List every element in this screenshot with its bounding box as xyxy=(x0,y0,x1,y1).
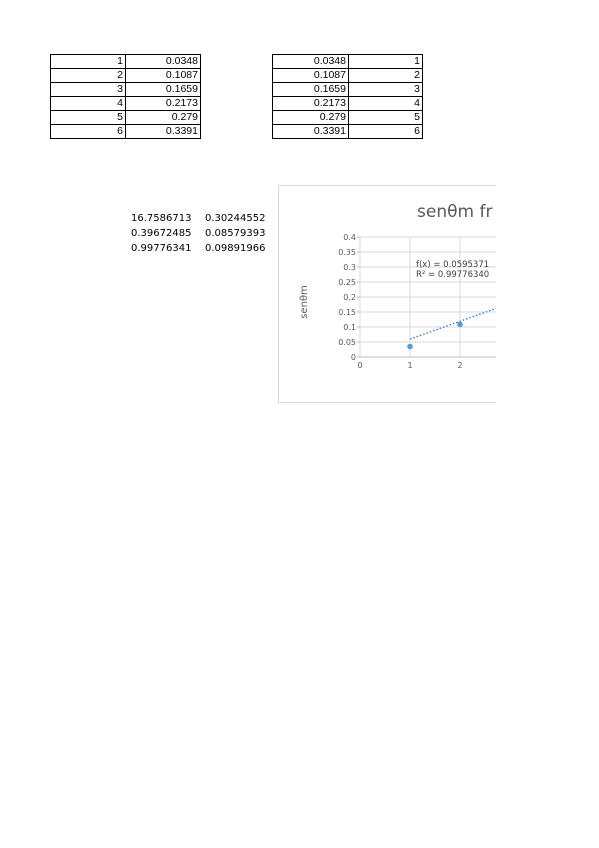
stats-row xyxy=(131,211,279,226)
table-right-cell[interactable]: 3 xyxy=(349,83,423,97)
stats-row xyxy=(131,226,279,241)
chart-grid xyxy=(360,237,496,357)
y-tick-label: 0.15 xyxy=(338,308,356,317)
table-right-row xyxy=(273,55,423,69)
table-right-cell[interactable]: 5 xyxy=(349,111,423,125)
data-point[interactable] xyxy=(407,344,413,350)
chart-title: senθm fr xyxy=(417,202,493,222)
table-left-cell[interactable]: 1 xyxy=(51,55,126,69)
chart-axes xyxy=(338,233,496,370)
table-right-row xyxy=(273,97,423,111)
table-left-row xyxy=(51,111,201,125)
table-right-row xyxy=(273,69,423,83)
table-left-cell[interactable]: 0.1087 xyxy=(126,69,201,83)
table-left-cell[interactable]: 0.279 xyxy=(126,111,201,125)
table-right-cell[interactable]: 2 xyxy=(349,69,423,83)
table-left-cell[interactable]: 0.1659 xyxy=(126,83,201,97)
data-table-right xyxy=(272,54,423,139)
stats-value[interactable]: 0.08579393 xyxy=(205,228,266,239)
table-left-cell[interactable]: 2 xyxy=(51,69,126,83)
table-left-cell[interactable]: 4 xyxy=(51,97,126,111)
x-tick-label: 2 xyxy=(457,361,463,370)
table-left-cell[interactable]: 5 xyxy=(51,111,126,125)
x-tick-label: 0 xyxy=(357,361,363,370)
table-left-row xyxy=(51,97,201,111)
table-right-cell[interactable]: 0.0348 xyxy=(273,55,349,69)
x-tick-label: 1 xyxy=(407,361,413,370)
data-table-left xyxy=(50,54,201,139)
scatter-chart xyxy=(279,186,496,403)
y-tick-label: 0.25 xyxy=(338,278,356,287)
y-tick-label: 0 xyxy=(350,353,356,362)
table-right-row xyxy=(273,83,423,97)
table-left-row xyxy=(51,125,201,139)
table-left-row xyxy=(51,83,201,97)
table-right-cell[interactable]: 0.3391 xyxy=(273,125,349,139)
table-left-row xyxy=(51,69,201,83)
stats-value[interactable]: 0.99776341 xyxy=(131,243,192,254)
table-right-cell[interactable]: 0.279 xyxy=(273,111,349,125)
y-tick-label: 0.4 xyxy=(343,233,356,242)
table-right-cell[interactable]: 0.2173 xyxy=(273,97,349,111)
stats-row xyxy=(131,241,279,256)
chart-frame[interactable] xyxy=(278,185,496,403)
table-right-cell[interactable]: 1 xyxy=(349,55,423,69)
stats-value[interactable]: 0.30244552 xyxy=(205,213,266,224)
table-left-cell[interactable]: 0.2173 xyxy=(126,97,201,111)
y-tick-label: 0.1 xyxy=(343,323,356,332)
table-left-row xyxy=(51,55,201,69)
y-tick-label: 0.2 xyxy=(343,293,356,302)
stats-value[interactable]: 0.09891966 xyxy=(205,243,266,254)
y-tick-label: 0.35 xyxy=(338,248,356,257)
table-right-cell[interactable]: 0.1659 xyxy=(273,83,349,97)
regression-stats xyxy=(131,211,279,256)
chart-ylabel: senθm xyxy=(299,285,310,319)
stats-value[interactable]: 16.7586713 xyxy=(131,213,192,224)
table-right-row xyxy=(273,111,423,125)
stats-value[interactable]: 0.39672485 xyxy=(131,228,192,239)
table-right-cell[interactable]: 6 xyxy=(349,125,423,139)
data-point[interactable] xyxy=(457,322,463,328)
y-tick-label: 0.3 xyxy=(343,263,356,272)
table-left-cell[interactable]: 6 xyxy=(51,125,126,139)
table-right-row xyxy=(273,125,423,139)
trendline-r-squared: R² = 0.99776340 xyxy=(416,270,490,280)
table-left-cell[interactable]: 0.0348 xyxy=(126,55,201,69)
y-tick-label: 0.05 xyxy=(338,338,356,347)
table-right-cell[interactable]: 0.1087 xyxy=(273,69,349,83)
trendline-equation: f(x) = 0.0595371 xyxy=(416,260,490,270)
table-left-cell[interactable]: 3 xyxy=(51,83,126,97)
table-left-cell[interactable]: 0.3391 xyxy=(126,125,201,139)
table-right-cell[interactable]: 4 xyxy=(349,97,423,111)
